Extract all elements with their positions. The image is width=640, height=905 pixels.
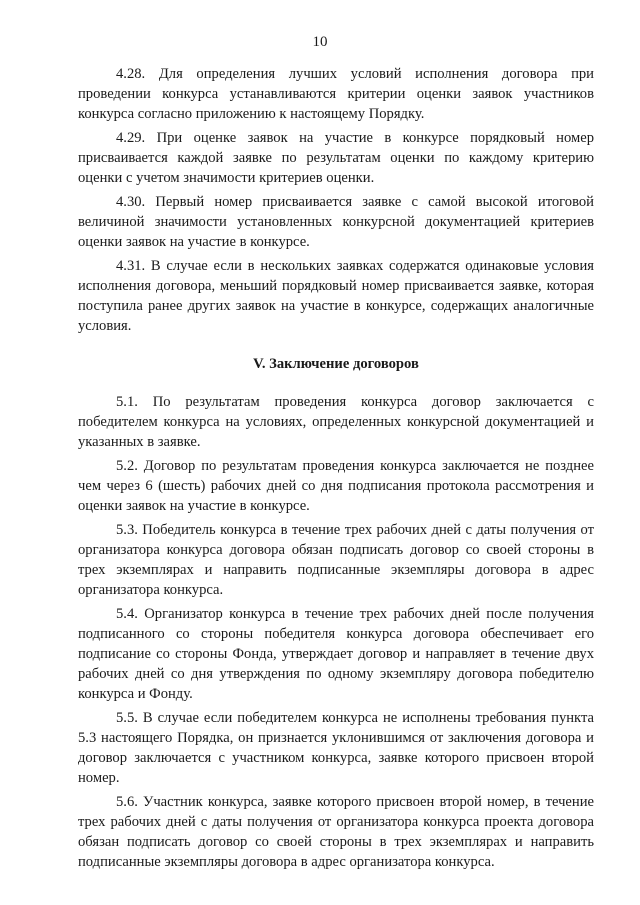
document-body: [78, 64, 594, 876]
paragraph-5-4: 5.4. Организатор конкурса в течение трех рабочих дней после получения подписанного со стороны победителя конкурса договора обеспечивает его подписание со стороны Фонда, утверждает договор и направляет в течение двух рабочих дней со дня утверждения по одному экземпляру договора победителю конкурса и Фонду.: [78, 606, 594, 702]
paragraph-5-1: 5.1. По результатам проведения конкурса договор заключается с победителем конкурса на условиях, определенных конкурсной документацией и указанных в заявке.: [78, 394, 594, 450]
paragraph-5-2: 5.2. Договор по результатам проведения конкурса заключается не позднее чем через 6 (шесть) рабочих дней со дня подписания протокола рассмотрения и оценки заявок на участие в конкурсе.: [78, 458, 594, 514]
paragraph-4-30: 4.30. Первый номер присваивается заявке с самой высокой итоговой величиной значимости установленных конкурсной документацией критериев оценки заявок на участие в конкурсе.: [78, 194, 594, 250]
paragraph-5-6: 5.6. Участник конкурса, заявке которого присвоен второй номер, в течение трех рабочих дней с даты получения от организатора конкурса проекта договора обязан подписать договор со своей стороны в трех экземплярах и направить подписанные экземпляры договора в адрес организатора конкурса.: [78, 794, 594, 870]
page-number: 10: [312, 34, 328, 50]
paragraph-4-31: 4.31. В случае если в нескольких заявках содержатся одинаковые условия исполнения договора, меньший порядковый номер присваивается заявке, которая поступила ранее других заявок на участие в конкурсе, содержащих аналогичные условия.: [78, 258, 594, 334]
paragraph-5-5: 5.5. В случае если победителем конкурса не исполнены требования пункта 5.3 настоящего Порядка, он признается уклонившимся от заключения договора и договор заключается с участником конкурса, заявке которого присвоен второй номер.: [78, 710, 594, 786]
paragraph-4-29: 4.29. При оценке заявок на участие в конкурсе порядковый номер присваивается каждой заявке по результатам оценки по каждому критерию оценки с учетом значимости критериев оценки.: [78, 130, 594, 186]
paragraph-5-3: 5.3. Победитель конкурса в течение трех рабочих дней с даты получения от организатора конкурса договора обязан подписать договор со своей стороны в трех экземплярах и направить подписанные экземпляры договора в адрес организатора конкурса.: [78, 522, 594, 598]
paragraph-4-28: 4.28. Для определения лучших условий исполнения договора при проведении конкурса устанавливаются критерии оценки заявок участников конкурса согласно приложению к настоящему Порядку.: [78, 66, 594, 122]
section-title: V. Заключение договоров: [253, 356, 419, 372]
